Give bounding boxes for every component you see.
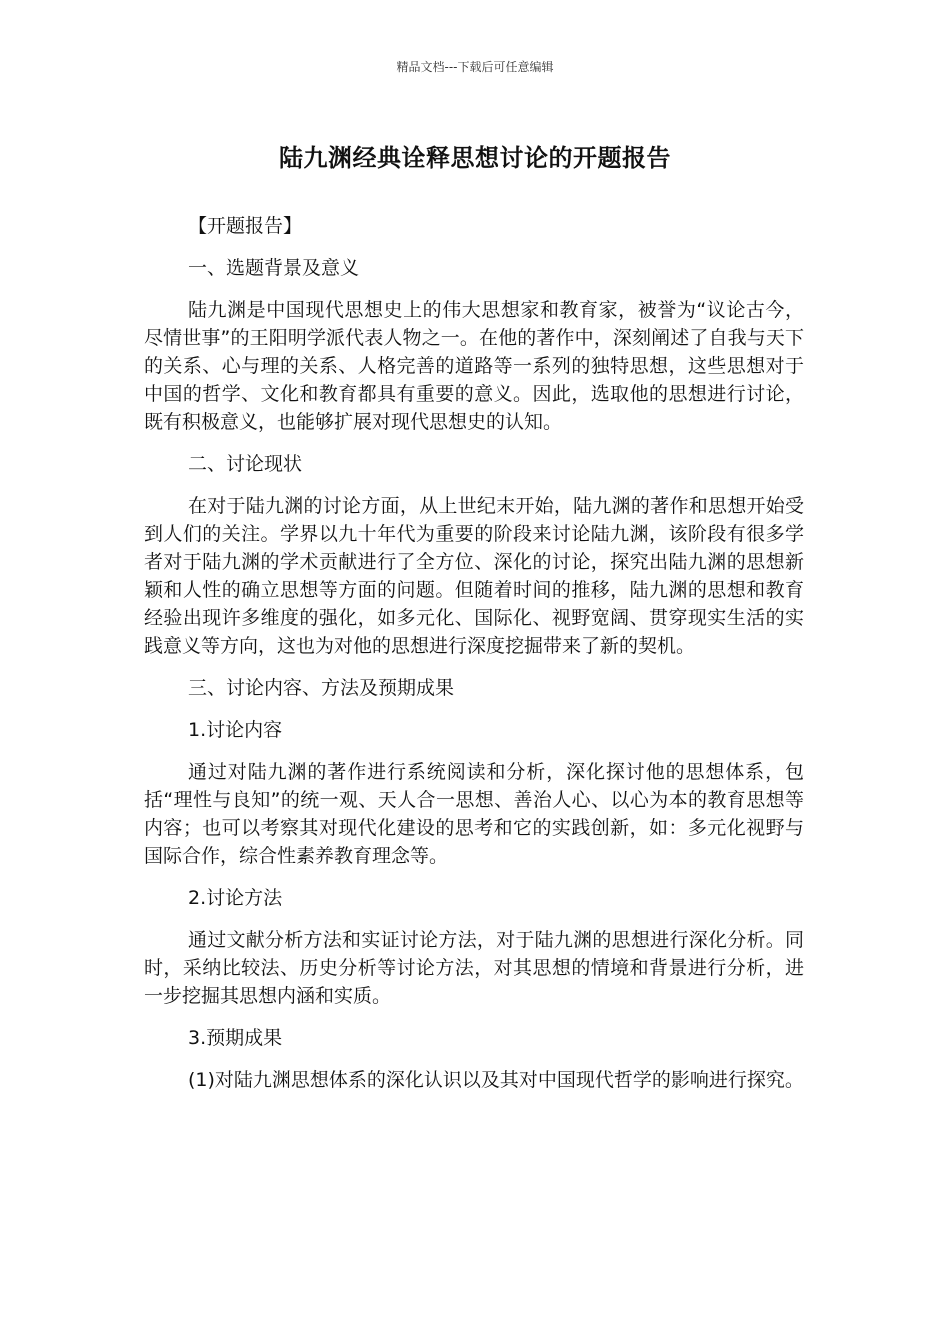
header-note: 精品文档---下载后可任意编辑 bbox=[396, 60, 554, 74]
document-body bbox=[144, 212, 804, 1108]
paragraph-results: (1)对陆九渊思想体系的深化认识以及其对中国现代哲学的影响进行探究。 bbox=[188, 1069, 804, 1091]
paragraph-content: 通过对陆九渊的著作进行系统阅读和分析，深化探讨他的思想体系，包括“理性与良知”的统一观、天人合一思想、善治人心、以心为本的教育思想等内容；也可以考察其对现代化建设的思考和它的实践创新，如：多元化视野与国际合作，综合性素养教育理念等。 bbox=[144, 761, 804, 867]
section-heading-status: 二、讨论现状 bbox=[188, 453, 303, 475]
document-title: 陆九渊经典诠释思想讨论的开题报告 bbox=[279, 144, 671, 172]
section-heading-background: 一、选题背景及意义 bbox=[188, 257, 360, 279]
subheading-method: 2.讨论方法 bbox=[188, 887, 283, 909]
subheading-content: 1.讨论内容 bbox=[188, 719, 283, 741]
subheading-results: 3.预期成果 bbox=[188, 1027, 283, 1049]
paragraph-background: 陆九渊是中国现代思想史上的伟大思想家和教育家，被誉为“议论古今，尽情世事”的王阳明学派代表人物之一。在他的著作中，深刻阐述了自我与天下的关系、心与理的关系、人格完善的道路等一系列的独特思想，这些思想对于中国的哲学、文化和教育都具有重要的意义。因此，选取他的思想进行讨论，既有积极意义，也能够扩展对现代思想史的认知。 bbox=[144, 299, 804, 433]
paragraph-method: 通过文献分析方法和实证讨论方法，对于陆九渊的思想进行深化分析。同时，采纳比较法、历史分析等讨论方法，对其思想的情境和背景进行分析，进一步挖掘其思想内涵和实质。 bbox=[144, 929, 804, 1007]
section-heading-content: 三、讨论内容、方法及预期成果 bbox=[188, 677, 455, 699]
report-label: 【开题报告】 bbox=[188, 215, 303, 237]
paragraph-status: 在对于陆九渊的讨论方面，从上世纪末开始，陆九渊的著作和思想开始受到人们的关注。学界以九十年代为重要的阶段来讨论陆九渊，该阶段有很多学者对于陆九渊的学术贡献进行了全方位、深化的讨论，探究出陆九渊的思想新颖和人性的确立思想等方面的问题。但随着时间的推移，陆九渊的思想和教育经验出现许多维度的强化，如多元化、国际化、视野宽阔、贯穿现实生活的实践意义等方向，这也为对他的思想进行深度挖掘带来了新的契机。 bbox=[144, 495, 804, 657]
